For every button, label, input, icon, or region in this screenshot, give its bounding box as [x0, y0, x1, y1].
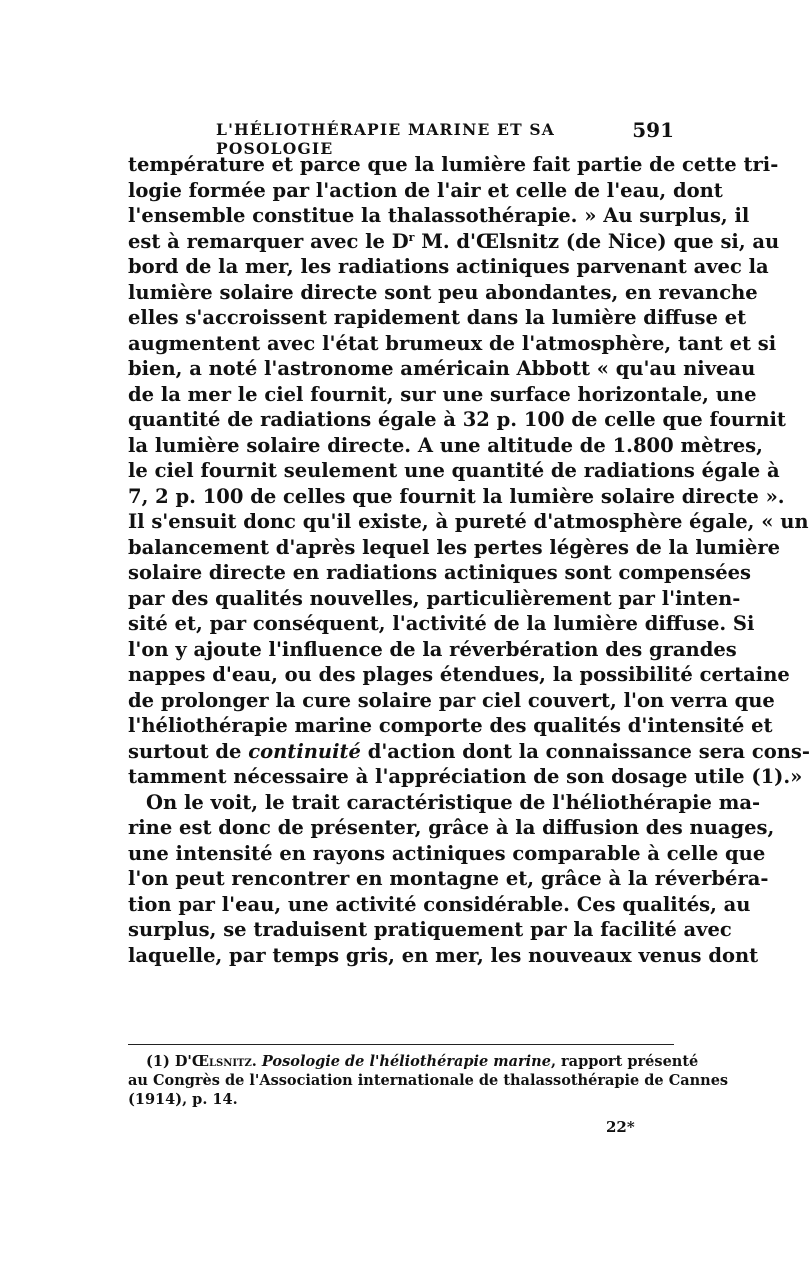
- text-line: l'on y ajoute l'influence de la réverbération des grandes: [128, 637, 737, 661]
- text-line: balancement d'après lequel les pertes légères de la lumière: [128, 535, 781, 559]
- text-line: nappes d'eau, ou des plages étendues, la possibilité certaine: [128, 663, 790, 686]
- text-line: [128, 229, 780, 255]
- text-line: par des qualités nouvelles, particulièrement par l'inten-: [128, 586, 741, 610]
- page-header: [128, 118, 674, 158]
- text-line: la lumière solaire directe. A une altitude de 1.800 mètres,: [128, 433, 763, 457]
- text-line: augmentent avec l'état brumeux de l'atmosphère, tant et si: [128, 331, 777, 355]
- text-line: de prolonger la cure solaire par ciel couvert, l'on verra que: [128, 688, 775, 712]
- text-line: tion par l'eau, une activité considérable. Ces qualités, au: [128, 892, 751, 916]
- text-line: sité et, par conséquent, l'activité de la lumière diffuse. Si: [128, 612, 755, 635]
- text-line: de la mer le ciel fournit, sur une surface horizontale, une: [128, 382, 757, 406]
- text-line: le ciel fournit seulement une quantité de radiations égale à: [128, 459, 780, 482]
- footnote-text: , rapport présenté: [550, 1053, 699, 1070]
- text-line: lumière solaire directe sont peu abondantes, en revanche: [128, 280, 758, 304]
- italic-word: continuité: [248, 739, 361, 763]
- text-line: bord de la mer, les radiations actiniques parvenant avec la: [128, 255, 769, 278]
- text-line: elles s'accroissent rapidement dans la lumière diffuse et: [128, 306, 747, 329]
- text-line: l'on peut rencontrer en montagne et, grâce à la réverbéra-: [128, 867, 769, 890]
- footnote: [128, 1052, 729, 1109]
- text-line: une intensité en rayons actiniques comparable à celle que: [128, 841, 766, 865]
- footnote-marker: (1): [146, 1053, 175, 1070]
- body-text: [128, 152, 810, 968]
- footnote-title: Posologie de l'héliothérapie marine: [261, 1053, 551, 1070]
- footnote-author: D'Œlsnitz.: [174, 1053, 257, 1070]
- running-title: L'HÉLIOTHÉRAPIE MARINE ET SA POSOLOGIE: [216, 120, 556, 158]
- footnote-rule: [128, 1044, 674, 1045]
- text-fragment: surtout de: [128, 739, 249, 763]
- text-line: surplus, se traduisent pratiquement par la facilité avec: [128, 918, 732, 941]
- text-line: solaire directe en radiations actiniques sont compensées: [128, 561, 751, 584]
- text-line: l'héliothérapie marine comporte des qualités d'intensité et: [128, 714, 773, 737]
- text-line: Il s'ensuit donc qu'il existe, à pureté d'atmosphère égale, « un: [128, 510, 809, 533]
- text-line: 7, 2 p. 100 de celles que fournit la lumière solaire directe ».: [128, 484, 785, 508]
- paragraph-start-line: On le voit, le trait caractéristique de l'héliothérapie ma-: [146, 790, 761, 814]
- text-fragment: M. d'Œlsnitz (de Nice) que si, au: [414, 229, 780, 253]
- superscript: r: [408, 230, 415, 244]
- text-fragment: est à remarquer avec le D: [128, 229, 409, 253]
- footnote-line: [128, 1052, 699, 1071]
- text-line: bien, a noté l'astronome américain Abbott « qu'au niveau: [128, 357, 756, 380]
- text-line: [128, 739, 810, 765]
- text-line: tamment nécessaire à l'appréciation de son dosage utile (1).»: [128, 765, 803, 788]
- text-line: température et parce que la lumière fait partie de cette tri-: [128, 153, 779, 176]
- text-line: logie formée par l'action de l'air et celle de l'eau, dont: [128, 178, 723, 202]
- text-line: laquelle, par temps gris, en mer, les nouveaux venus dont: [128, 943, 759, 967]
- page-number: 591: [632, 118, 674, 142]
- text-line: l'ensemble constitue la thalassothérapie. » Au surplus, il: [128, 204, 750, 227]
- signature-mark: 22*: [606, 1118, 635, 1136]
- footnote-line: au Congrès de l'Association internationale de thalassothérapie de Cannes: [128, 1072, 729, 1089]
- footnote-line: (1914), p. 14.: [128, 1091, 238, 1108]
- text-line: quantité de radiations égale à 32 p. 100 de celle que fournit: [128, 408, 786, 431]
- text-line: rine est donc de présenter, grâce à la diffusion des nuages,: [128, 816, 775, 839]
- text-fragment: d'action dont la connaissance sera cons-: [360, 739, 810, 763]
